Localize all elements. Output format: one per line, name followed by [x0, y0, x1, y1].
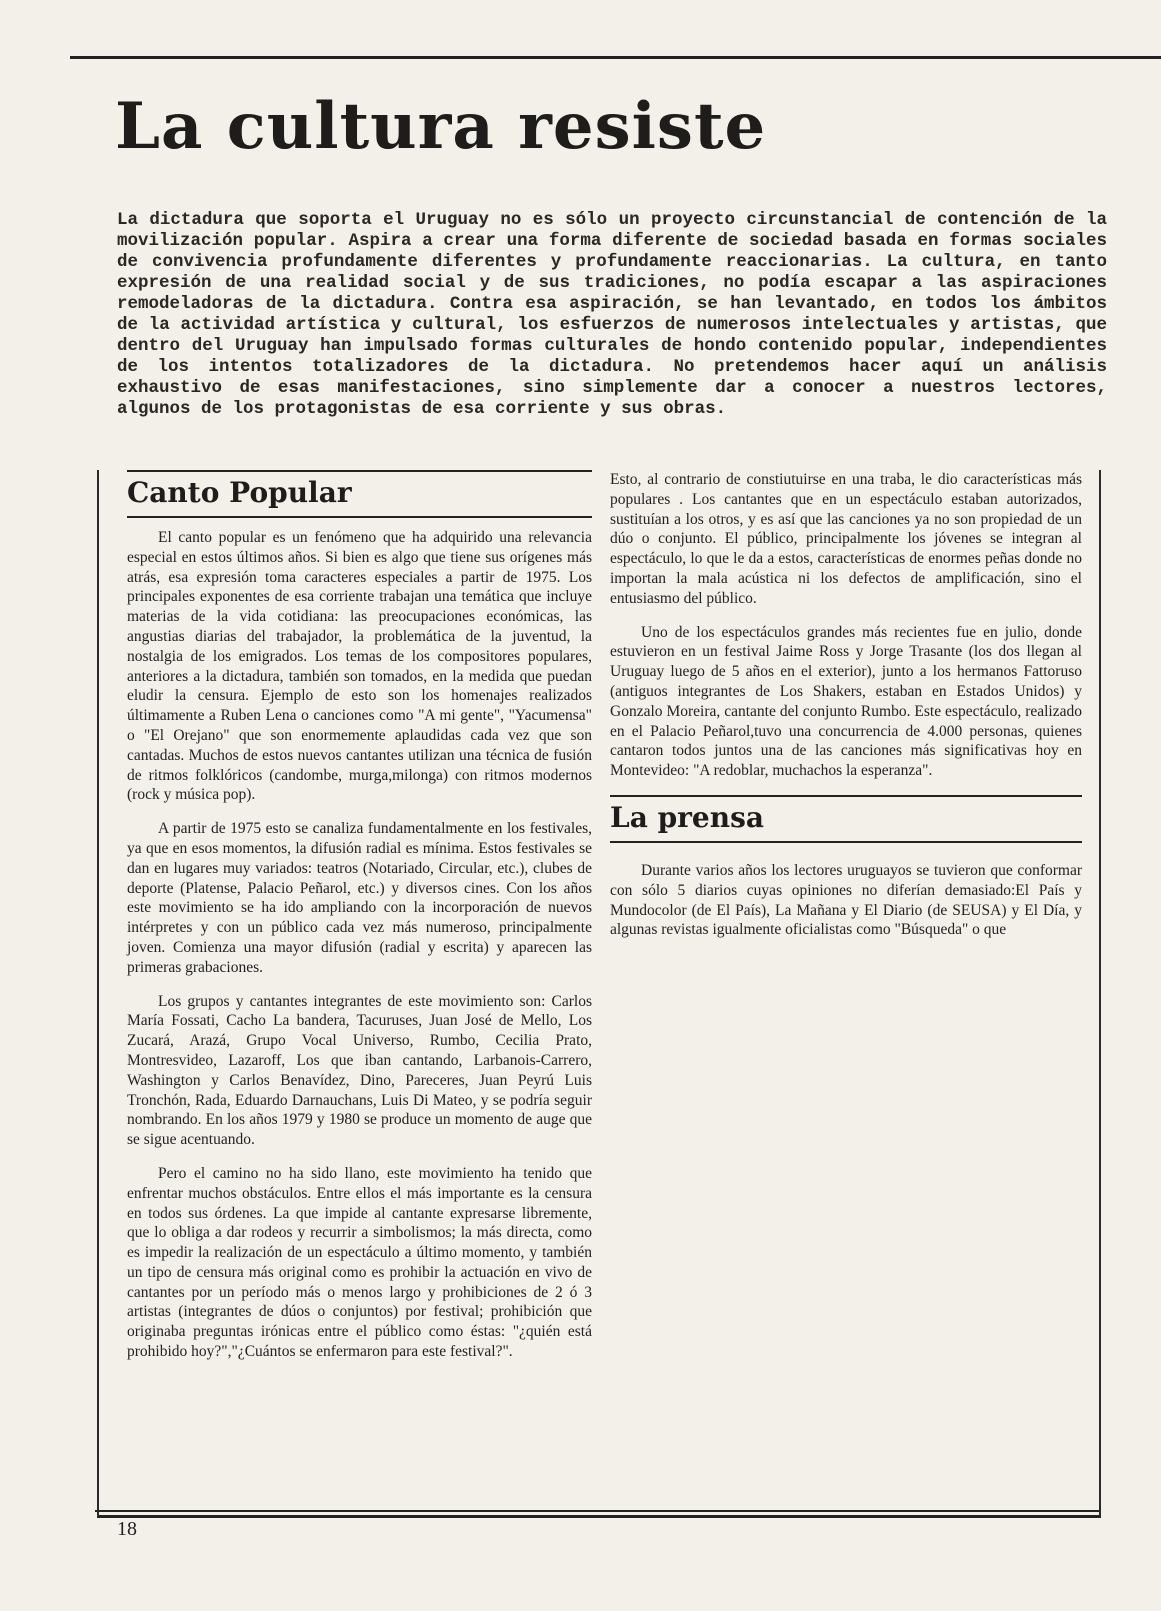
left-column [127, 470, 592, 1361]
la-prensa-heading: La prensa [610, 800, 764, 834]
article-title: La cultura resiste [115, 89, 767, 164]
bottom-rule [95, 1510, 1099, 1512]
paragraph: Durante varios años los lectores uruguayos se tuvieron que conformar con sólo 5 diarios cuyas opiniones no diferían demasiado:El País y Mundocolor (de El País), La Mañana y El Diario (de SEUSA) y El Día, y algunas revistas igualmente oficialistas como "Búsqueda" o que [610, 861, 1082, 939]
paragraph: Uno de los espectáculos grandes más recientes fue en julio, donde estuvieron en un festival Jaime Ross y Jorge Trasante (los dos llegan al Uruguay luego de 5 años en el exterior), junto a los hermanos Fattoruso (antiguos integrantes de Los Shakers, estaban en Estados Unidos) y Gonzalo Moreira, cantante del conjunto Rumbo. Este espectáculo, realizado en el Palacio Peñarol,tuvo una concurrencia de 4.000 personas, quienes cantaron todos juntos una de las canciones más significativas hoy en Montevideo: "A redoblar, muchachos la esperanza". [610, 623, 1082, 780]
page-number: 18 [117, 1518, 137, 1540]
section-rule [127, 470, 592, 472]
paragraph: Los grupos y cantantes integrantes de este movimiento son: Carlos María Fossati, Cacho La bandera, Tacuruses, Juan José de Mello, Los Zucará, Arazá, Grupo Vocal Universo, Rumbo, Cecilia Prato, Montresvideo, Lazaroff, Los que iban cantando, Larbanois-Carrero, Washington y Carlos Benavídez, Dino, Pareceres, Juan Peyrú Luis Tronchón, Rada, Eduardo Darnauchans, Luis Di Mateo, y se podría seguir nombrando. En los años 1979 y 1980 se produce un momento de auge que se sigue acentuando. [127, 992, 592, 1149]
top-rule [70, 56, 1161, 59]
section-rule [610, 795, 1082, 797]
paragraph: Pero el camino no ha sido llano, este movimiento ha tenido que enfrentar muchos obstáculos. Entre ellos el más importante es la censura en todos sus órdenes. La que impide al cantante expresarse libremente, que lo obliga a dar rodeos y recurrir a simbolismos; la más directa, como es impedir la realización de un espectáculo a último momento, y también un tipo de censura más original como es prohibir la actuación en vivo de cantantes por un período más o menos largo y prohibiciones de 2 ó 3 artistas (integrantes de dúos o conjuntos) por festival; prohibición que originaba preguntas irónicas entre el público como éstas: "¿quién está prohibido hoy?","¿Cuántos se enfermaron para este festival?". [127, 1164, 592, 1361]
canto-popular-heading: Canto Popular [127, 476, 352, 509]
section-rule [127, 516, 592, 518]
article-intro: La dictadura que soporta el Uruguay no es sólo un proyecto circunstancial de contención de la movilización popular. Aspira a crear una forma diferente de sociedad basada en formas sociales de convivencia profundamente diferentes y profundamente reaccionarias. La cultura, en tanto expresión de una realidad social y de sus tradiciones, no podía escapar a las aspiraciones remodeladoras de la dictadura. Contra esa aspiración, se han levantado, en todos los ámbitos de la actividad artística y cultural, los esfuerzos de numerosos intelectuales y artistas, que dentro del Uruguay han impulsado formas culturales de hondo contenido popular, independientes de los intentos totalizadores de la dictadura. No pretendemos hacer aquí un análisis exhaustivo de esas manifestaciones, sino simplemente dar a conocer a nuestros lectores, algunos de los protagonistas de esa corriente y sus obras. [117, 210, 1107, 419]
right-column [610, 470, 1082, 954]
paragraph: El canto popular es un fenómeno que ha adquirido una relevancia especial en estos últimos años. Si bien es algo que tiene sus orígenes más atrás, esa expresión toma caracteres especiales a partir de 1975. Los principales exponentes de esa corriente trabajan una temática que incluye materias de la vida cotidiana: las preocupaciones económicas, las angustias diarias del trabajador, la problemática de la juventud, la nostalgia de los emigrados. Los temas de los compositores populares, anteriores a la dictadura, también son tomados, en la medida que puedan eludir la censura. Ejemplo de esto son los homenajes realizados últimamente a Ruben Lena o canciones como "A mi gente", "Yacumensa" o "El Orejano" que son enormemente aplaudidas cada vez que son cantadas. Muchos de estos nuevos cantantes utilizan una técnica de fusión de ritmos folklóricos (candombe, murga,milonga) con ritmos modernos (rock y música pop). [127, 529, 592, 804]
section-rule [610, 841, 1082, 843]
paragraph: A partir de 1975 esto se canaliza fundamentalmente en los festivales, ya que en esos momentos, la difusión radial es mínima. Estos festivales se dan en lugares muy variados: teatros (Notariado, Circular, etc.), clubes de deporte (Platense, Palacio Peñarol, etc.) y diversos cines. Con los años este movimiento se ha ido ampliando con la incorporación de nuevos intérpretes y con un público cada vez más numeroso, principalmente joven. Comienza una mayor difusión (radial y escrita) y aparecen las primeras grabaciones. [127, 820, 592, 976]
paragraph: Esto, al contrario de constiutuirse en una traba, le dio características más populares . Los cantantes que en un espectáculo estaban autorizados, sustituían a los otros, y es así que las canciones ya no son propiedad de un dúo o conjunto. El público, principalmente los jóvenes se integran al espectáculo, lo que le da a estos, características de enormes peñas donde no importan la mala acústica ni los defectos de amplificación, sino el entusiasmo del público. [610, 471, 1082, 607]
